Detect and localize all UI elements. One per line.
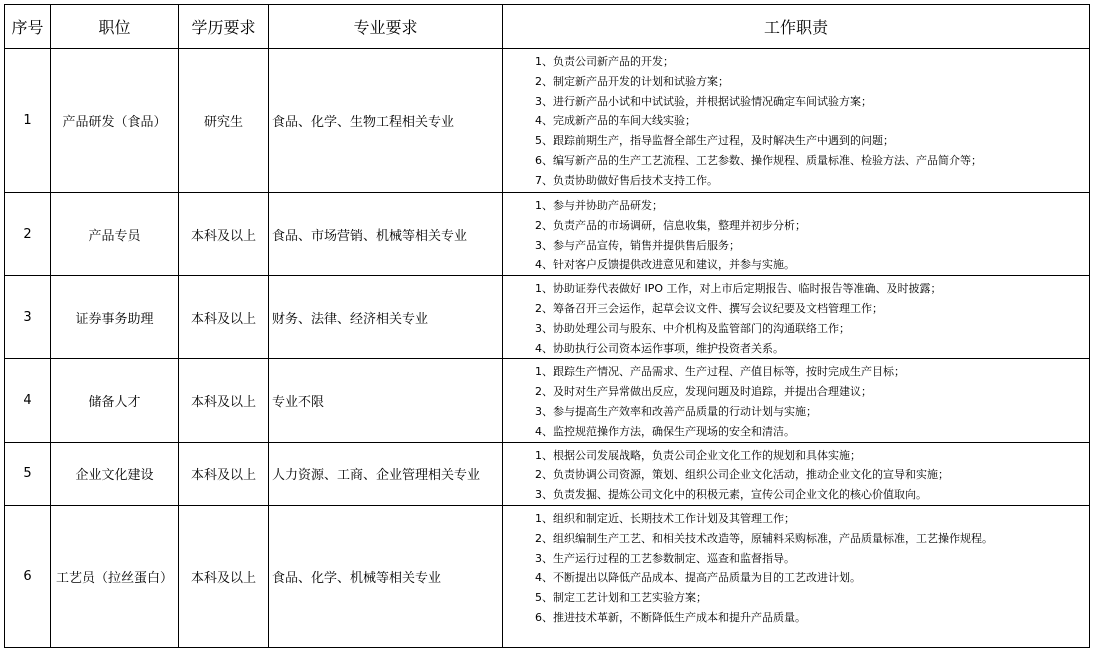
row-position: 产品研发（食品） [51, 49, 179, 193]
row-major: 财务、法律、经济相关专业 [269, 276, 503, 359]
header-row [5, 5, 1090, 49]
row-position: 工艺员（拉丝蛋白） [51, 505, 179, 647]
duty-item: 4、完成新产品的车间大线实验； [535, 114, 696, 128]
row-position: 产品专员 [51, 193, 179, 276]
duty-item: 4、针对客户反馈提供改进意见和建议，并参与实施。 [535, 258, 795, 272]
duty-item: 1、跟踪生产情况、产品需求、生产过程、产值目标等，按时完成生产目标； [535, 365, 905, 379]
duty-item: 3、协助处理公司与股东、中介机构及监管部门的沟通联络工作； [535, 321, 850, 335]
row-education: 本科及以上 [179, 359, 269, 442]
row-no: 2 [5, 193, 51, 276]
duty-item: 6、推进技术革新，不断降低生产成本和提升产品质量。 [535, 610, 806, 624]
row-major: 专业不限 [269, 359, 503, 442]
table-row [5, 359, 1090, 442]
row-duties [503, 505, 1090, 647]
header-major: 专业要求 [269, 5, 503, 49]
row-duties [503, 49, 1090, 193]
duty-item: 2、负责协调公司资源，策划、组织公司企业文化活动，推动企业文化的宣导和实施； [535, 468, 949, 482]
row-education: 本科及以上 [179, 505, 269, 647]
row-duties [503, 359, 1090, 442]
row-major: 食品、化学、生物工程相关专业 [269, 49, 503, 193]
duty-item: 2、组织编制生产工艺、和相关技术改造等，原辅料采购标准，产品质量标准，工艺操作规程。 [535, 531, 993, 545]
row-duties [503, 276, 1090, 359]
table-row [5, 193, 1090, 276]
job-table [4, 4, 1090, 648]
row-position: 储备人才 [51, 359, 179, 442]
duty-item: 3、负责发掘、提炼公司文化中的积极元素，宣传公司企业文化的核心价值取向。 [535, 488, 927, 502]
duty-item: 1、根据公司发展战略，负责公司企业文化工作的规划和具体实施； [535, 448, 861, 462]
row-duties [503, 442, 1090, 505]
row-no: 1 [5, 49, 51, 193]
duty-item: 1、组织和制定近、长期技术工作计划及其管理工作； [535, 511, 795, 525]
duty-item: 1、协助证券代表做好 IPO 工作，对上市后定期报告、临时报告等准确、及时披露； [535, 282, 942, 296]
duty-item: 4、监控规范操作方法，确保生产现场的安全和清洁。 [535, 424, 795, 438]
table-row [5, 276, 1090, 359]
row-position: 证券事务助理 [51, 276, 179, 359]
row-no: 5 [5, 442, 51, 505]
row-no: 4 [5, 359, 51, 442]
duty-item: 1、参与并协助产品研发； [535, 199, 663, 212]
header-no: 序号 [5, 5, 51, 49]
duty-item: 2、筹备召开三会运作，起草会议文件、撰写会议纪要及文档管理工作； [535, 301, 883, 315]
table-row [5, 505, 1090, 647]
duty-item: 3、进行新产品小试和中试试验，并根据试验情况确定车间试验方案； [535, 94, 872, 108]
row-education: 本科及以上 [179, 276, 269, 359]
row-position: 企业文化建设 [51, 442, 179, 505]
row-major: 人力资源、工商、企业管理相关专业 [269, 442, 503, 505]
duty-item: 6、编写新产品的生产工艺流程、工艺参数、操作规程、质量标准、检验方法、产品简介等； [535, 153, 982, 167]
row-major: 食品、市场营销、机械等相关专业 [269, 193, 503, 276]
table-row [5, 49, 1090, 193]
row-no: 6 [5, 505, 51, 647]
table-row [5, 442, 1090, 505]
duty-item: 2、及时对生产异常做出反应，发现问题及时追踪，并提出合理建议； [535, 385, 872, 399]
row-education: 本科及以上 [179, 193, 269, 276]
duty-item: 3、生产运行过程的工艺参数制定、巡查和监督指导。 [535, 551, 795, 565]
duty-item: 7、负责协助做好售后技术支持工作。 [535, 173, 718, 187]
duty-item: 2、负责产品的市场调研，信息收集，整理并初步分析； [535, 218, 806, 232]
duty-item: 3、参与提高生产效率和改善产品质量的行动计划与实施； [535, 404, 817, 418]
header-position: 职位 [51, 5, 179, 49]
row-major: 食品、化学、机械等相关专业 [269, 505, 503, 647]
duty-item: 5、制定工艺计划和工艺实验方案； [535, 591, 707, 605]
header-duties: 工作职责 [503, 5, 1090, 49]
row-education: 本科及以上 [179, 442, 269, 505]
duty-item: 3、参与产品宣传，销售并提供售后服务； [535, 238, 740, 252]
row-education: 研究生 [179, 49, 269, 193]
row-no: 3 [5, 276, 51, 359]
duty-item: 4、协助执行公司资本运作事项，维护投资者关系。 [535, 341, 784, 355]
row-duties [503, 193, 1090, 276]
duty-item: 4、不断提出以降低产品成本、提高产品质量为目的工艺改进计划。 [535, 571, 861, 585]
header-education: 学历要求 [179, 5, 269, 49]
duty-item: 2、制定新产品开发的计划和试验方案； [535, 74, 729, 88]
duty-item: 5、跟踪前期生产，指导监督全部生产过程，及时解决生产中遇到的问题； [535, 134, 894, 148]
duty-item: 1、负责公司新产品的开发； [535, 55, 674, 68]
